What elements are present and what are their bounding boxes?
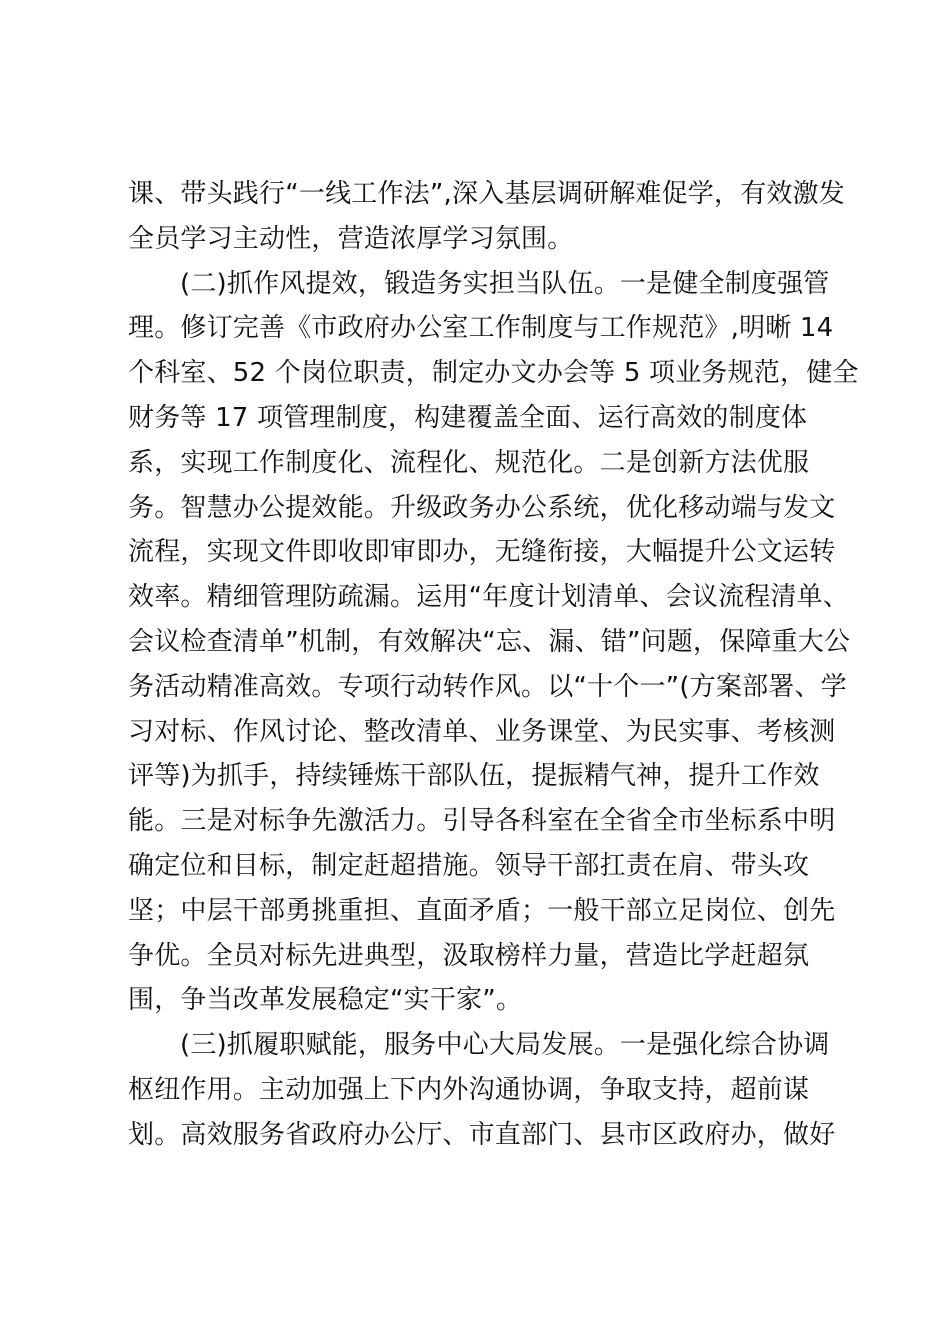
text-line: 个科室、52 个岗位职责，制定办文办会等 5 项业务规范，健全 (128, 358, 859, 389)
text-line: 系，实现工作制度化、流程化、规范化。二是创新方法优服 (128, 447, 810, 478)
body-text (128, 172, 859, 1158)
text-line: 确定位和目标，制定赶超措施。领导干部扛责在肩、带头攻 (128, 850, 810, 881)
text-line: 能。三是对标争先激活力。引导各科室在全省全市坐标系中明 (128, 806, 836, 837)
section-heading-line: (三)抓履职赋能，服务中心大局发展。一是强化综合协调 (180, 1030, 830, 1061)
text-line: 习对标、作风讨论、整改清单、业务课堂、为民实事、考核测 (128, 716, 836, 747)
text-line: 流程，实现文件即收即审即办，无缝衔接，大幅提升公文运转 (128, 537, 836, 568)
text-line: 会议检查清单”机制，有效解决“忘、漏、错”问题，保障重大公 (128, 626, 851, 657)
text-line: 务。智慧办公提效能。升级政务办公系统，优化移动端与发文 (128, 492, 836, 523)
text-line: 枢纽作用。主动加强上下内外沟通协调，争取支持，超前谋 (128, 1074, 810, 1105)
text-line: 划。高效服务省政府办公厅、市直部门、县市区政府办，做好 (128, 1119, 836, 1150)
text-line: 全员学习主动性，营造浓厚学习氛围。 (128, 223, 574, 254)
text-line: 课、带头践行“一线工作法”,深入基层调研解难促学，有效激发 (128, 179, 846, 209)
text-line: 评等)为抓手，持续锤炼干部队伍，提振精气神，提升工作效 (128, 761, 820, 792)
text-line: 务活动精准高效。专项行动转作风。以“十个一”(方案部署、学 (128, 671, 847, 702)
text-line: 效率。精细管理防疏漏。运用“年度计划清单、会议流程清单、 (128, 582, 850, 613)
text-line: 理。修订完善《市政府办公室工作制度与工作规范》,明晰 14 (128, 313, 834, 344)
text-line: 争优。全员对标先进典型，汲取榜样力量，营造比学赶超氛 (128, 940, 810, 971)
section-heading-line: (二)抓作风提效，锻造务实担当队伍。一是健全制度强管 (180, 268, 830, 299)
text-line: 财务等 17 项管理制度，构建覆盖全面、运行高效的制度体 (128, 402, 808, 433)
text-line: 坚；中层干部勇挑重担、直面矛盾；一般干部立足岗位、创先 (128, 895, 836, 926)
text-line: 围，争当改革发展稳定“实干家”。 (128, 985, 523, 1016)
